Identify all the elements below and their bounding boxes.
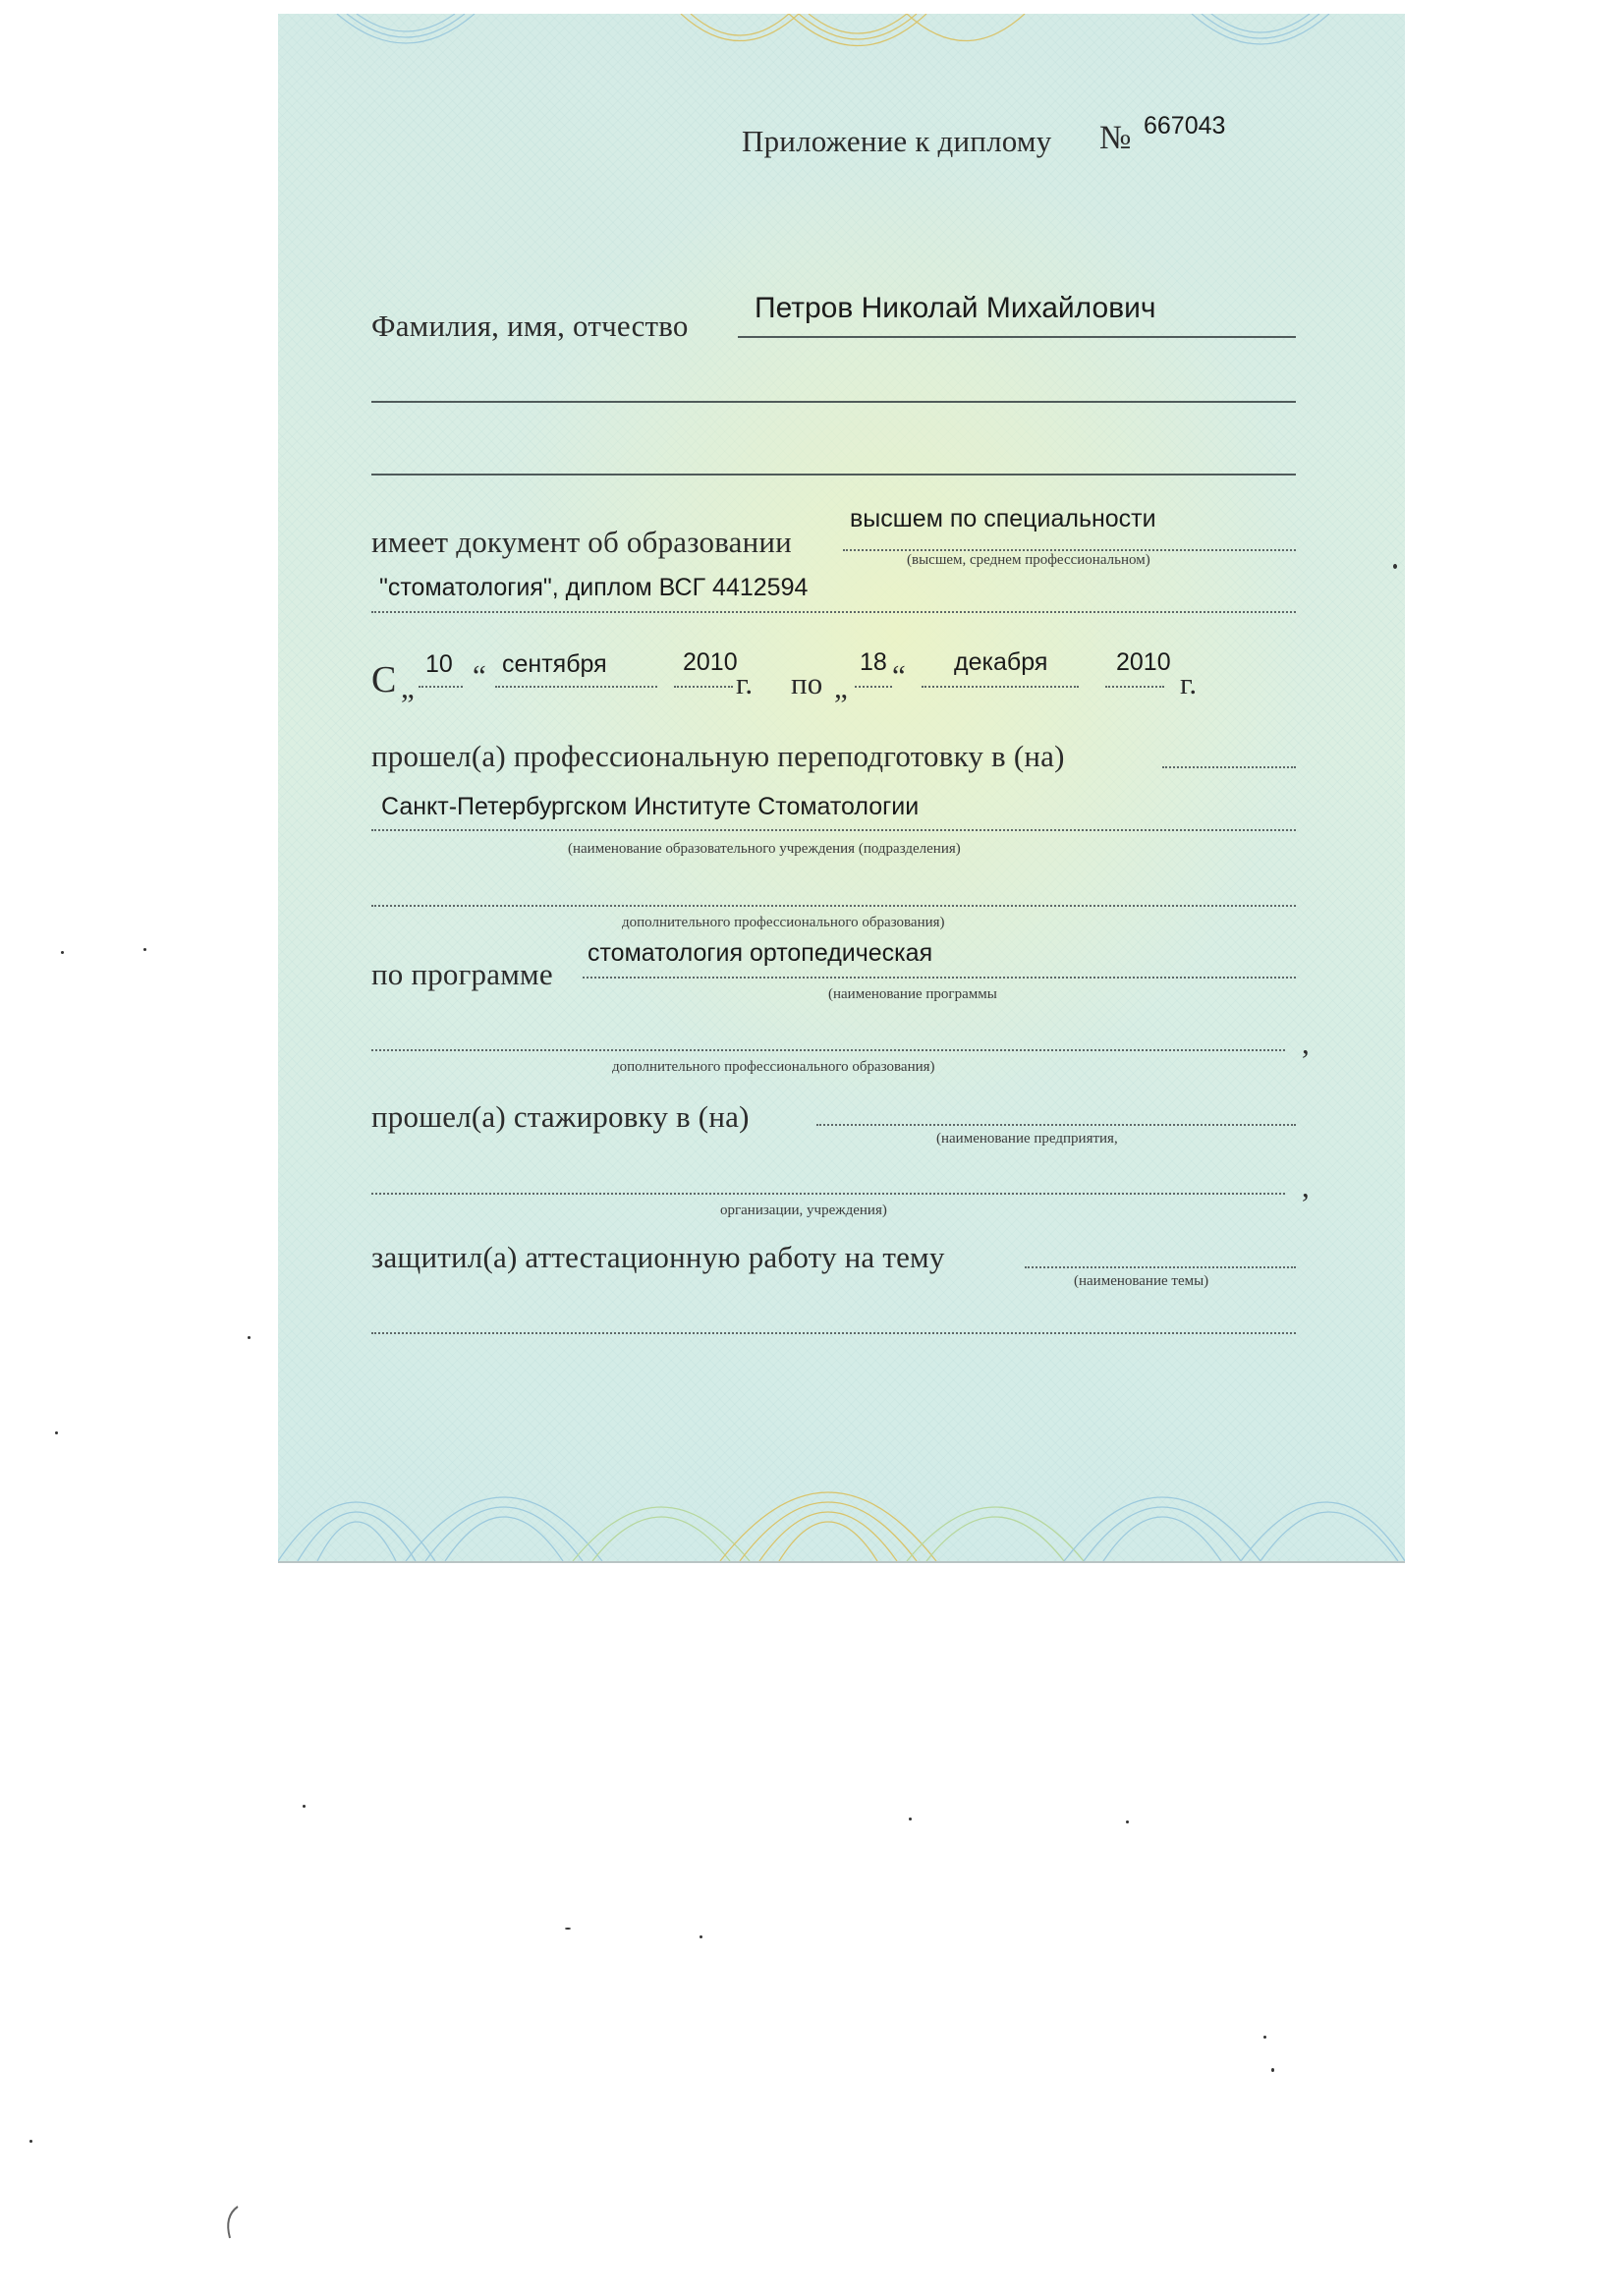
to-day-dotted-line (855, 686, 892, 688)
program-dotted-line-2 (371, 1049, 1285, 1051)
scan-mark (218, 2203, 248, 2242)
retraining-dotted-line (1162, 766, 1296, 768)
scan-speck (1126, 1820, 1129, 1823)
internship-comma: , (1302, 1169, 1310, 1203)
education-document-label: имеет документ об образовании (371, 525, 792, 559)
program-label: по программе (371, 957, 553, 991)
education-caption: (высшем, среднем профессиональном) (907, 552, 1150, 568)
from-month-dotted-line (495, 686, 657, 688)
from-close-quote: “ (473, 658, 486, 693)
diploma-supplement-sheet (278, 14, 1405, 1563)
program-caption-2: дополнительного профессионального образования) (612, 1059, 935, 1075)
full-name-value: Петров Николай Михайлович (755, 292, 1156, 324)
scan-speck (248, 1336, 251, 1339)
education-dotted-line (843, 549, 1296, 551)
internship-dotted-line-2 (371, 1193, 1285, 1195)
program-caption: (наименование программы (828, 986, 997, 1002)
to-month-value: декабря (954, 648, 1048, 676)
from-day-value: 10 (425, 650, 453, 678)
from-day-dotted-line (419, 686, 463, 688)
scan-speck (1393, 564, 1397, 569)
scan-speck (143, 948, 146, 951)
to-close-quote: “ (892, 658, 906, 693)
from-month-value: сентября (502, 650, 607, 678)
scan-speck (1263, 2036, 1266, 2039)
to-open-quote: „ (834, 670, 848, 704)
internship-caption: (наименование предприятия, (936, 1131, 1118, 1147)
institution-dotted-line-2 (371, 905, 1296, 907)
from-year-suffix: г. (736, 666, 754, 700)
program-comma: , (1302, 1026, 1310, 1060)
internship-caption-2: организации, учреждения) (720, 1203, 887, 1218)
period-to-label: по (791, 666, 823, 700)
from-open-quote: „ (401, 670, 415, 704)
supplement-number: 667043 (1144, 112, 1226, 140)
scan-speck (909, 1818, 912, 1820)
bottom-guilloche-ornament (278, 1424, 1405, 1561)
thesis-dotted-line-2 (371, 1332, 1296, 1334)
retraining-label: прошел(а) профессиональную переподготовку в (на) (371, 739, 1065, 773)
from-year-value: 2010 (683, 648, 738, 676)
scan-speck (29, 2140, 32, 2143)
thesis-caption: (наименование темы) (1074, 1273, 1209, 1289)
full-name-line (738, 336, 1296, 338)
program-value: стоматология ортопедическая (588, 939, 933, 967)
specialty-dotted-line (371, 611, 1296, 613)
blank-line-1 (371, 401, 1296, 403)
institution-value: Санкт-Петербургском Институте Стоматологии (381, 793, 920, 820)
institution-caption-2: дополнительного профессионального образования) (622, 915, 945, 930)
internship-label: прошел(а) стажировку в (на) (371, 1099, 750, 1134)
scan-speck (55, 1431, 58, 1434)
scan-speck (303, 1805, 306, 1808)
from-year-dotted-line (674, 686, 733, 688)
period-from-prefix: С (371, 659, 397, 700)
program-dotted-line (583, 977, 1296, 979)
thesis-label: защитил(а) аттестационную работу на тему (371, 1240, 945, 1274)
to-year-value: 2010 (1116, 648, 1171, 676)
scan-speck (565, 1928, 571, 1930)
specialty-diploma-value: "стоматология", диплом ВСГ 4412594 (379, 574, 809, 601)
scan-speck (61, 951, 64, 954)
thesis-dotted-line (1025, 1266, 1296, 1268)
top-guilloche-ornament (278, 14, 1405, 83)
document-title: Приложение к диплому (742, 124, 1052, 158)
to-month-dotted-line (922, 686, 1079, 688)
internship-dotted-line (816, 1124, 1296, 1126)
full-name-label: Фамилия, имя, отчество (371, 308, 689, 343)
blank-line-2 (371, 474, 1296, 476)
institution-dotted-line (371, 829, 1296, 831)
scan-speck (700, 1935, 702, 1938)
number-sign: № (1099, 120, 1132, 156)
to-year-dotted-line (1105, 686, 1164, 688)
to-year-suffix: г. (1180, 666, 1198, 700)
institution-caption: (наименование образовательного учреждения (подразделения) (568, 841, 961, 857)
education-level-value: высшем по специальности (850, 505, 1156, 532)
to-day-value: 18 (860, 648, 887, 676)
scan-speck (1271, 2068, 1274, 2072)
